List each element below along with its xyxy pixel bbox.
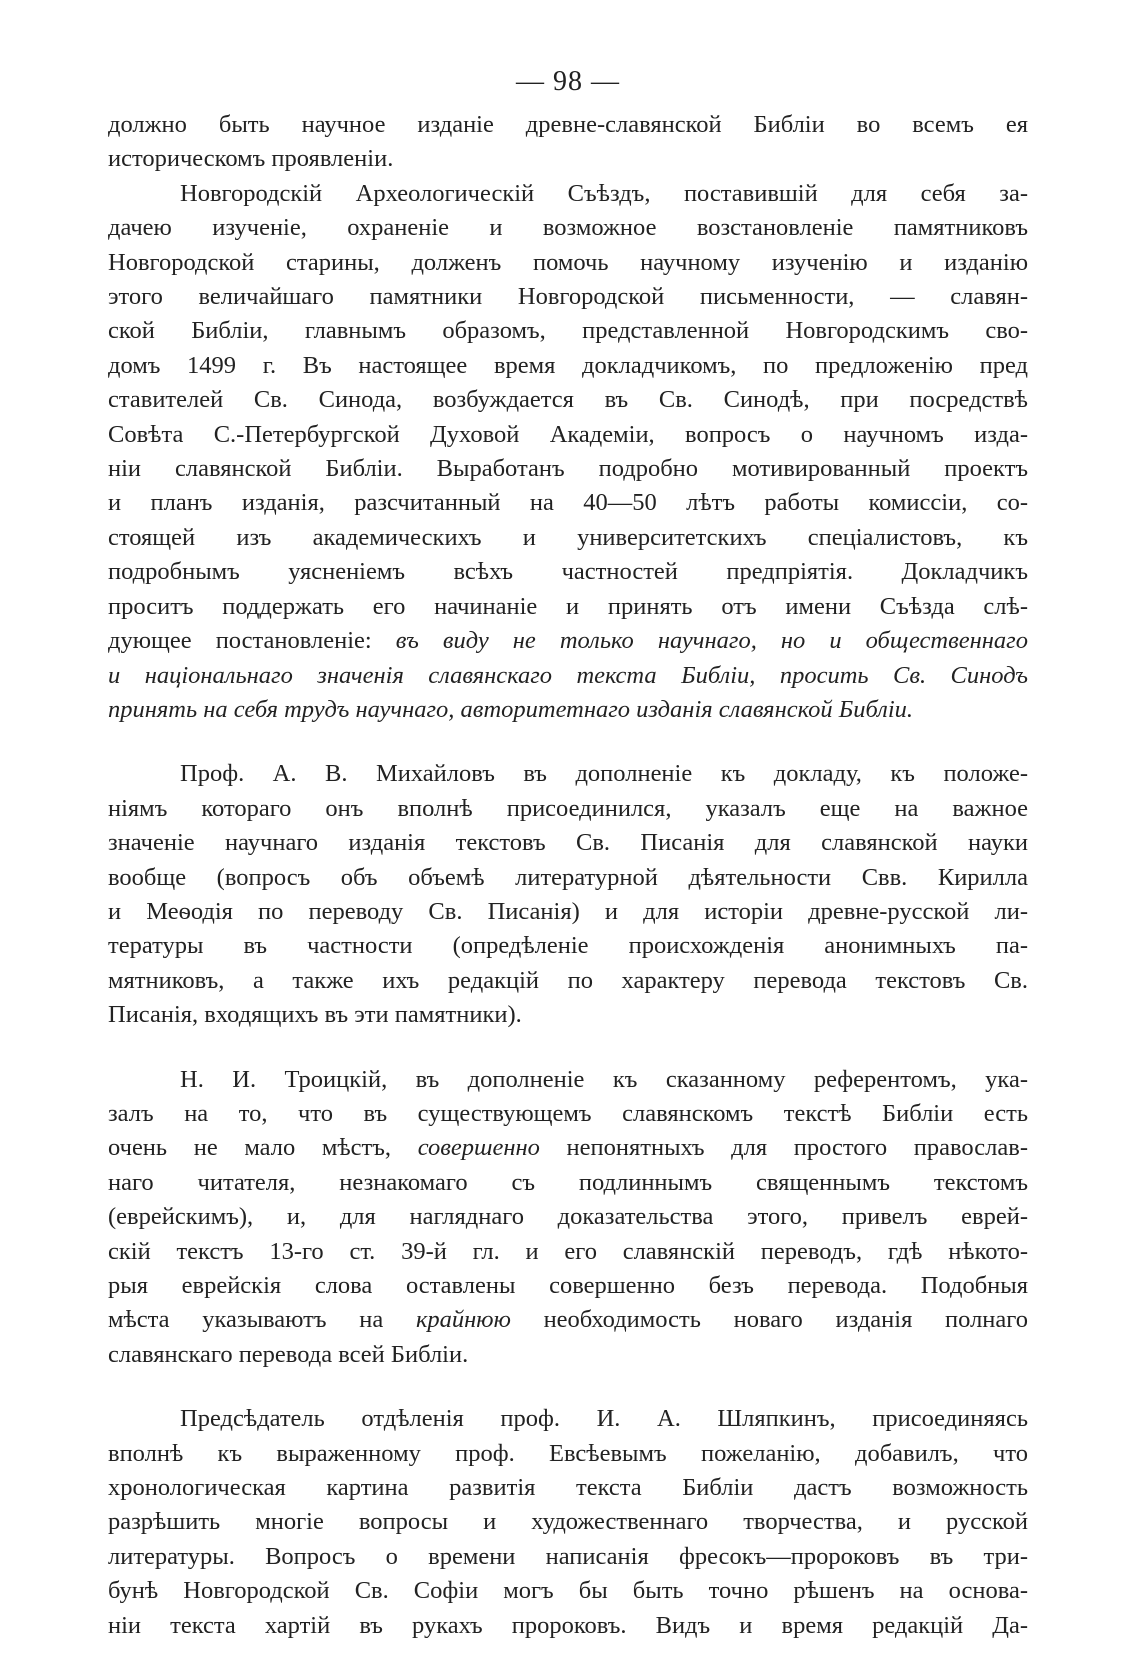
text-line: проситъ поддержать его начинаніе и принять отъ имени Съѣзда слѣ- [108,592,1028,620]
text-line: тературы въ частности (опредѣленіе происхожденія анонимныхъ па- [108,932,1028,960]
text-line: ніямъ котораго онъ вполнѣ присоединился, указалъ еще на важное [108,794,1028,822]
text-line: скій текстъ 13-го ст. 39-й гл. и его славянскій переводъ, гдѣ нѣкото- [108,1237,1028,1265]
text-normal: очень не мало мѣстъ, [108,1134,418,1162]
paragraph-5 [108,1402,1028,1643]
resolution-text: въ виду не только научнаго, но и общественнаго [395,627,1028,655]
page-number: — 98 — [516,66,620,97]
resolution-text: принять на себя трудъ научнаго, авторитетнаго изданія славянской Библіи. [108,695,914,723]
text-line-mixed [108,1131,1028,1165]
text-line: должно быть научное изданіе древне-славянской Библіи во всемъ ея [108,111,1028,138]
text-line: Совѣта С.-Петербургской Духовой Академіи, вопросъ о научномъ изда- [108,420,1028,448]
resolution-text: и національнаго значенія славянскаго текста Библіи, просить Св. Синодъ [108,661,1028,689]
text-line: подробнымъ уясненіемъ всѣхъ частностей предпріятія. Докладчикъ [108,558,1028,586]
text-line: домъ 1499 г. Въ настоящее время докладчикомъ, по предложенію пред [108,351,1028,379]
text-line: литературы. Вопросъ о времени написанія фресокъ—пророковъ въ три- [108,1542,1028,1570]
text-line: ніи славянской Библіи. Выработанъ подробно мотивированный проектъ [108,455,1028,483]
text-line: вообще (вопросъ объ объемѣ литературной дѣятельности Свв. Кирилла [108,863,1028,891]
text-normal: необходимость новаго изданія полнаго [510,1306,1028,1334]
text-line: славянскаго перевода всей Библіи. [108,1340,469,1368]
paragraph-2 [108,177,1028,728]
text-normal: непонятныхъ для простого православ- [539,1134,1028,1162]
text-line: Новгородскій Археологическій Съѣздъ, поставившій для себя за- [180,179,1028,207]
text-normal: дующее постановленіе: [108,627,396,655]
paragraph-3 [108,757,1028,1032]
text-line: стоящей изъ академическихъ и университетскихъ спеціалистовъ, къ [108,523,1028,551]
text-line-mixed [108,1303,1028,1337]
emphasis-text: крайнюю [415,1306,511,1334]
text-line: мятниковъ, а также ихъ редакцій по характеру перевода текстовъ Св. [108,966,1028,994]
text-line: и Меѳодія по переводу Св. Писанія) и для исторіи древне-русской ли- [108,897,1028,925]
text-line: Писанія, входящихъ въ эти памятники). [108,1001,522,1029]
text-line: наго читателя, незнакомаго съ подлиннымъ священнымъ текстомъ [108,1168,1028,1196]
text-line-mixed [108,624,1028,658]
text-line: историческомъ проявленіи. [108,145,394,173]
text-line: бунѣ Новгородской Св. Софіи могъ бы быть точно рѣшенъ на основа- [108,1577,1028,1605]
paragraph-gap [108,1033,1028,1063]
text-line: рыя еврейскія слова оставлены совершенно безъ перевода. Подобныя [108,1272,1028,1299]
text-line: значеніе научнаго изданія текстовъ Св. Писанія для славянской науки [108,829,1028,857]
text-line: Н. И. Троицкій, въ дополненіе къ сказанному референтомъ, ука- [180,1065,1028,1093]
paragraph-4 [108,1063,1028,1373]
paragraph-1 [108,108,1028,177]
text-line: ставителей Св. Синода, возбуждается въ Св. Синодѣ, при посредствѣ [108,386,1028,414]
text-line: этого величайшаго памятники Новгородской письменности, — славян- [108,283,1028,311]
text-line: ніи текста хартій въ рукахъ пророковъ. Видъ и время редакцій Да- [108,1611,1028,1639]
text-line: дачею изученіе, охраненіе и возможное возстановленіе памятниковъ [108,214,1028,242]
text-line: Новгородской старины, долженъ помочь научному изученію и изданію [108,248,1028,276]
text-line: (еврейскимъ), и, для нагляднаго доказательства этого, привелъ еврей- [108,1203,1028,1231]
emphasis-text: совершенно [417,1134,540,1162]
text-line: и планъ изданія, разсчитанный на 40—50 лѣтъ работы комиссіи, со- [108,489,1028,517]
paragraph-gap [108,1372,1028,1402]
text-normal: мѣста указываютъ на [108,1306,416,1334]
paragraph-gap [108,727,1028,757]
text-line: вполнѣ къ выраженному проф. Евсѣевымъ пожеланію, добавилъ, что [108,1439,1028,1467]
text-line: разрѣшить многіе вопросы и художественнаго творчества, и русской [108,1508,1028,1536]
text-line: Предсѣдатель отдѣленія проф. И. А. Шляпкинъ, присоединяясь [180,1405,1028,1433]
text-line: хронологическая картина развитія текста Библіи дастъ возможность [108,1474,1028,1502]
text-line: залъ на то, что въ существующемъ славянскомъ текстѣ Библіи есть [108,1099,1028,1127]
book-page [108,62,1028,1643]
text-line: ской Библіи, главнымъ образомъ, представленной Новгородскимъ сво- [108,317,1028,345]
text-line: Проф. А. В. Михайловъ въ дополненіе къ докладу, къ положе- [180,760,1028,788]
